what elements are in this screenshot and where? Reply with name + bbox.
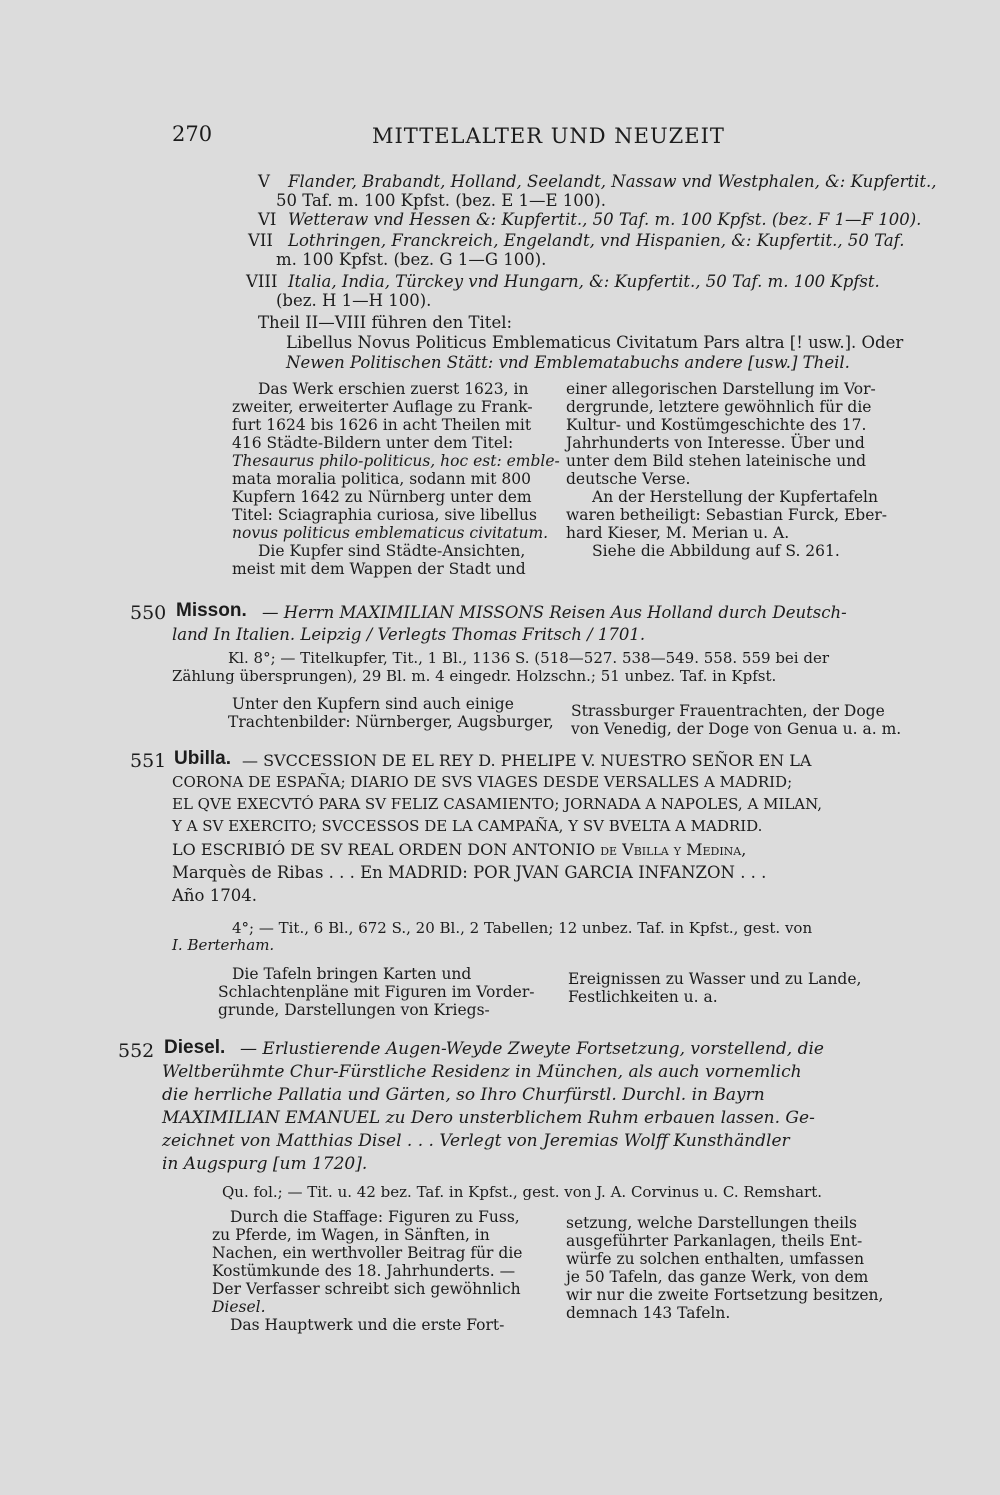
entry-551-title-line-7: Año 1704.	[172, 886, 257, 905]
entry-552-title-line-1: — Erlustierende Augen-Weyde Zweyte Fortsetzung, vorstellend, die	[240, 1039, 824, 1059]
text-line: Der Verfasser schreibt sich gewöhnlich	[212, 1280, 521, 1298]
block1-left-column	[232, 380, 560, 578]
text-line: Siehe die Abbildung auf S. 261.	[592, 542, 840, 560]
text-line: Thesaurus philo-politicus, hoc est: emble-	[232, 452, 560, 470]
entry-550-number: 550	[130, 602, 167, 624]
entry-552-title-line-4: MAXIMILIAN EMANUEL zu Dero unsterblichem Ruhm erbauen lassen. Ge-	[162, 1108, 815, 1128]
entry-550-name: Misson.	[176, 600, 247, 621]
text-line: Kostümkunde des 18. Jahrhunderts. —	[212, 1262, 516, 1280]
text-line: zweiter, erweiterter Auflage zu Frank-	[232, 398, 533, 416]
text-line: Ereignissen zu Wasser und zu Lande,	[568, 970, 862, 988]
text-line: deutsche Verse.	[566, 470, 691, 488]
text-line: Die Tafeln bringen Karten und	[232, 965, 472, 983]
text-line: einer allegorischen Darstellung im Vor-	[566, 380, 876, 398]
part-v-line-1: Flander, Brabandt, Holland, Seelandt, Nassaw vnd Westphalen, &: Kupfertit.,	[288, 172, 937, 191]
entry-551-name: Ubilla.	[174, 748, 232, 769]
text-line: Festlichkeiten u. a.	[568, 988, 718, 1006]
text-line: würfe zu solchen enthalten, umfassen	[566, 1250, 865, 1268]
entry-552-title-line-5: zeichnet von Matthias Disel . . . Verlegt von Jeremias Wolff Kunsthändler	[162, 1131, 790, 1151]
text-line: grunde, Darstellungen von Kriegs-	[218, 1001, 490, 1019]
text-line: zu Pferde, im Wagen, in Sänften, in	[212, 1226, 490, 1244]
entry-551-right-column	[568, 970, 861, 1006]
text-line: Jahrhunderts von Interesse. Über und	[566, 434, 865, 452]
entry-552-desc: Qu. fol.; — Tit. u. 42 bez. Taf. in Kpfst., gest. von J. A. Corvinus u. C. Remshart.	[222, 1183, 823, 1201]
text-line: Schlachtenpläne mit Figuren im Vorder-	[218, 983, 535, 1001]
text-line: meist mit dem Wappen der Stadt und	[232, 560, 526, 578]
text-line: unter dem Bild stehen lateinische und	[566, 452, 867, 470]
text-line: wir nur die zweite Fortsetzung besitzen,	[566, 1286, 884, 1304]
text-line: furt 1624 bis 1626 in acht Theilen mit	[232, 416, 532, 434]
text-line: 416 Städte-Bildern unter dem Titel:	[232, 434, 514, 452]
text-line: Kupfern 1642 zu Nürnberg unter dem	[232, 488, 532, 506]
running-title: MITTELALTER UND NEUZEIT	[372, 124, 725, 148]
text-line: Das Werk erschien zuerst 1623, in	[258, 380, 529, 398]
text-line: Diesel.	[212, 1298, 266, 1316]
text-line: je 50 Tafeln, das ganze Werk, von dem	[566, 1268, 869, 1286]
text-line: Unter den Kupfern sind auch einige	[232, 695, 514, 713]
text-line: waren betheiligt: Sebastian Furck, Eber-	[566, 506, 888, 524]
text-line: Kultur- und Kostümgeschichte des 17.	[566, 416, 867, 434]
block1-right-column	[566, 380, 887, 560]
part-vii-line-2: m. 100 Kpfst. (bez. G 1—G 100).	[276, 250, 547, 269]
entry-552-title-line-2: Weltberühmte Chur-Fürstliche Residenz in München, als auch vornemlich	[162, 1062, 802, 1082]
part-vi-number: VI	[258, 210, 277, 229]
entry-551-title-line-1: — SVCCESSION DE EL REY D. PHELIPE V. NUESTRO SEÑOR EN LA	[242, 751, 812, 770]
theil-line-2: Libellus Novus Politicus Emblematicus Civitatum Pars altra [! usw.]. Oder	[286, 333, 904, 352]
text-line: Titel: Sciagraphia curiosa, sive libellus	[232, 506, 537, 524]
text-line: mata moralia politica, sodann mit 800	[232, 470, 531, 488]
theil-line-3: Newen Politischen Stätt: vnd Emblematabuchs andere [usw.] Theil.	[286, 353, 850, 372]
page-number: 270	[172, 122, 213, 146]
entry-551-title-line-4: Y A SV EXERCITO; SVCCESSOS DE LA CAMPAÑA, Y SV BVELTA A MADRID.	[172, 817, 763, 835]
entry-551-desc-line-1: 4°; — Tit., 6 Bl., 672 S., 20 Bl., 2 Tabellen; 12 unbez. Taf. in Kpfst., gest. von	[232, 919, 813, 937]
text-line: demnach 143 Tafeln.	[566, 1304, 731, 1322]
text-line: novus politicus emblematicus civitatum.	[232, 524, 549, 542]
entry-552-title-line-6: in Augspurg [um 1720].	[162, 1154, 368, 1174]
part-viii-line-1: Italia, India, Türckey vnd Hungarn, &: Kupfertit., 50 Taf. m. 100 Kpfst.	[288, 272, 880, 291]
part-vi-line-1: Wetteraw vnd Hessen &: Kupfertit., 50 Taf. m. 100 Kpfst. (bez. F 1—F 100).	[288, 210, 922, 229]
part-viii-number: VIII	[246, 272, 278, 291]
entry-550-title-line-1: — Herrn MAXIMILIAN MISSONS Reisen Aus Holland durch Deutsch-	[262, 603, 847, 622]
text-line: Die Kupfer sind Städte-Ansichten,	[258, 542, 526, 560]
text-line: Das Hauptwerk und die erste Fort-	[230, 1316, 505, 1334]
part-vii-number: VII	[248, 231, 273, 250]
text-line: von Venedig, der Doge von Genua u. a. m.	[571, 720, 902, 738]
entry-551-desc-line-2: I. Berterham.	[172, 936, 275, 954]
part-v-line-2: 50 Taf. m. 100 Kpfst. (bez. E 1—E 100).	[276, 191, 606, 210]
entry-550-title-line-2: land In Italien. Leipzig / Verlegts Thomas Fritsch / 1701.	[172, 625, 646, 644]
entry-551-title-line-5: LO ESCRIBIÓ DE SV REAL ORDEN DON ANTONIO de Vbilla y Medina,	[172, 840, 747, 859]
entry-550-left-column	[228, 695, 554, 731]
entry-551-title-line-6: Marquès de Ribas . . . En MADRID: POR JVAN GARCIA INFANZON . . .	[172, 863, 767, 882]
text-line: An der Herstellung der Kupfertafeln	[592, 488, 878, 506]
part-vii-line-1: Lothringen, Franckreich, Engelandt, vnd Hispanien, &: Kupfertit., 50 Taf.	[288, 231, 905, 250]
text-line: hard Kieser, M. Merian u. A.	[566, 524, 790, 542]
part-viii-line-2: (bez. H 1—H 100).	[276, 291, 432, 310]
text-line: ausgeführter Parkanlagen, theils Ent-	[566, 1232, 863, 1250]
entry-550-right-column	[571, 702, 901, 738]
theil-line-1: Theil II—VIII führen den Titel:	[258, 313, 513, 332]
text-line: Trachtenbilder: Nürnberger, Augsburger,	[228, 713, 554, 731]
entry-552-left-column	[212, 1208, 522, 1334]
entry-551-title-line-3: EL QVE EXECVTÓ PARA SV FELIZ CASAMIENTO; JORNADA A NAPOLES, A MILAN,	[172, 795, 823, 813]
entry-552-number: 552	[118, 1040, 155, 1062]
entry-550-desc-line-1: Kl. 8°; — Titelkupfer, Tit., 1 Bl., 1136 S. (518—527. 538—549. 558. 559 bei der	[228, 649, 830, 667]
entry-551-number: 551	[130, 750, 167, 772]
part-v-number: V	[258, 172, 270, 191]
entry-551-left-column	[218, 965, 535, 1019]
entry-552-title-line-3: die herrliche Pallatia und Gärten, so Ihro Churfürstl. Durchl. in Bayrn	[162, 1085, 765, 1105]
entry-552-name: Diesel.	[164, 1037, 226, 1058]
entry-552-right-column	[566, 1214, 883, 1322]
text-line: Nachen, ein werthvoller Beitrag für die	[212, 1244, 523, 1262]
text-line: Strassburger Frauentrachten, der Doge	[571, 702, 885, 720]
entry-550-desc-line-2: Zählung übersprungen), 29 Bl. m. 4 eingedr. Holzschn.; 51 unbez. Taf. in Kpfst.	[172, 667, 777, 685]
text-line: Durch die Staffage: Figuren zu Fuss,	[230, 1208, 520, 1226]
entry-551-title-line-2: CORONA DE ESPAÑA; DIARIO DE SVS VIAGES DESDE VERSALLES A MADRID;	[172, 773, 793, 791]
text-line: dergrunde, letztere gewöhnlich für die	[566, 398, 872, 416]
text-line: setzung, welche Darstellungen theils	[566, 1214, 857, 1232]
